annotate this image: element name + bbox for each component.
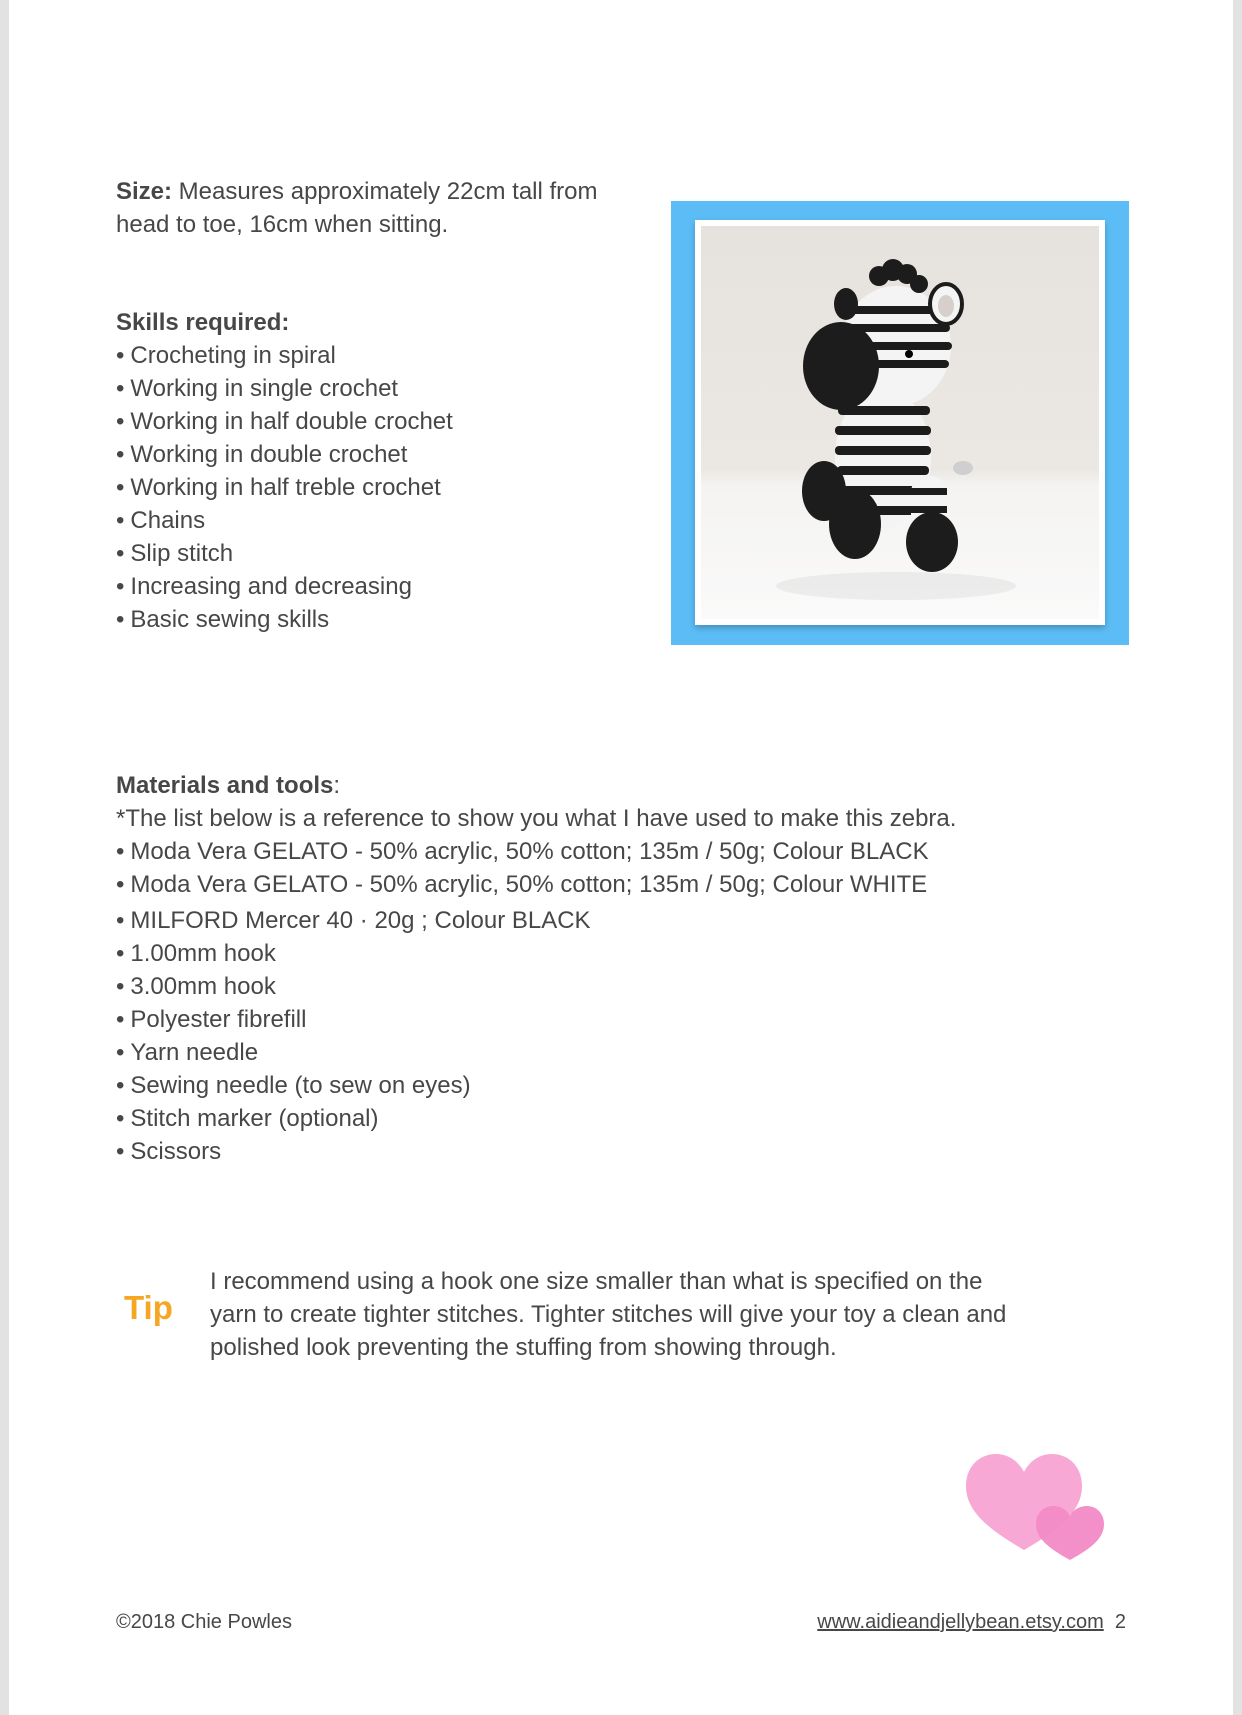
hearts-icon xyxy=(966,1452,1106,1562)
tip-label: Tip xyxy=(124,1289,173,1326)
material-item: • MILFORD Mercer 40 · 20g ; Colour BLACK xyxy=(116,904,956,937)
skill-item: • Crocheting in spiral xyxy=(116,339,453,372)
footer-right xyxy=(817,1608,1126,1636)
size-line-1 xyxy=(116,175,598,208)
size-text-2: head to toe, 16cm when sitting. xyxy=(116,211,449,238)
material-item: • Scissors xyxy=(116,1135,956,1168)
material-item: • Moda Vera GELATO - 50% acrylic, 50% cotton; 135m / 50g; Colour BLACK xyxy=(116,835,956,868)
page-number: 2 xyxy=(1114,1611,1126,1633)
skills-heading: Skills required: xyxy=(116,309,290,336)
skill-item: • Working in half double crochet xyxy=(116,405,453,438)
size-section xyxy=(116,175,598,241)
skill-item: • Working in half treble crochet xyxy=(116,471,453,504)
size-label: Size: xyxy=(116,178,173,205)
skill-item: • Working in double crochet xyxy=(116,438,453,471)
materials-section xyxy=(116,769,956,1168)
materials-note: *The list below is a reference to show you what I have used to make this zebra. xyxy=(116,805,957,832)
material-item: • Yarn needle xyxy=(116,1036,956,1069)
material-item: • Moda Vera GELATO - 50% acrylic, 50% cotton; 135m / 50g; Colour WHITE xyxy=(116,868,956,901)
skill-item: • Slip stitch xyxy=(116,537,453,570)
photo-frame xyxy=(671,201,1129,645)
tip-line: yarn to create tighter stitches. Tighter stitches will give your toy a clean and xyxy=(210,1301,1007,1328)
zebra-illustration xyxy=(701,226,1099,619)
footer-copyright: ©2018 Chie Powles xyxy=(116,1611,292,1633)
zebra-photo xyxy=(701,226,1099,619)
material-item: • 3.00mm hook xyxy=(116,970,956,1003)
skills-section xyxy=(116,306,453,636)
skill-item: • Working in single crochet xyxy=(116,372,453,405)
tip-text xyxy=(210,1265,1006,1364)
material-item: • 1.00mm hook xyxy=(116,937,956,970)
material-item: • Stitch marker (optional) xyxy=(116,1102,956,1135)
shop-link[interactable]: www.aidieandjellybean.etsy.com xyxy=(817,1611,1104,1633)
size-text-1: Measures approximately 22cm tall from xyxy=(172,178,598,205)
materials-heading-line xyxy=(116,769,956,802)
tip-line: polished look preventing the stuffing from showing through. xyxy=(210,1334,837,1361)
materials-colon: : xyxy=(333,772,341,799)
material-item: • Polyester fibrefill xyxy=(116,1003,956,1036)
tip-line: I recommend using a hook one size smaller than what is specified on the xyxy=(210,1268,983,1295)
material-item: • Sewing needle (to sew on eyes) xyxy=(116,1069,956,1102)
skill-item: • Chains xyxy=(116,504,453,537)
skill-item: • Increasing and decreasing xyxy=(116,570,453,603)
skill-item: • Basic sewing skills xyxy=(116,603,453,636)
photo-mat xyxy=(695,220,1105,625)
materials-heading: Materials and tools xyxy=(116,772,334,799)
